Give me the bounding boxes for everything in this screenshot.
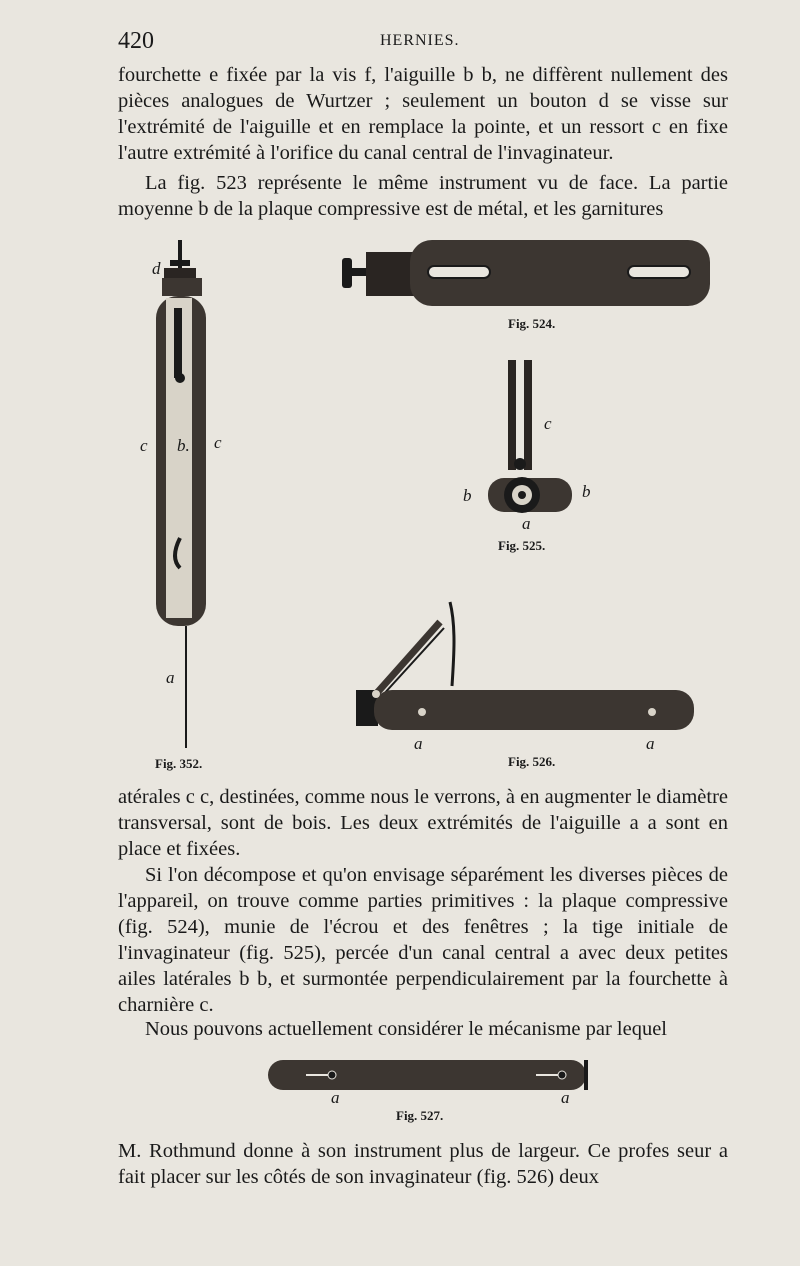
fig527-caption: Fig. 527. (396, 1108, 444, 1123)
fig523-label-c-right: c (214, 433, 222, 452)
fig525-label-b-left: b (463, 486, 472, 505)
figure-524-illustration (338, 236, 712, 308)
paragraph-3: atérales c c, destinées, comme nous le verrons, à en augmenter le diamètre transversal, sont de bois. Les deux extrémités de l'aiguille a a sont en place et fixées. (118, 786, 728, 860)
fig525-label-c: c (544, 414, 552, 433)
paragraph-1: fourchette e fixée par la vis f, l'aiguille b b, ne diffèrent nullement des pièces analogues de Wurtzer ; seulement un bouton d se visse sur l'extrémité de l'aiguille et en remplace la pointe, et un ressort c en fixe l'autre extrémité à l'orifice du canal central de l'invaginateur. (118, 64, 728, 164)
fig525-label-b-right: b (582, 482, 591, 501)
fig523-caption: Fig. 352. (155, 756, 203, 771)
page-number: 420 (118, 28, 154, 54)
running-head: HERNIES. (380, 32, 460, 49)
fig526-caption: Fig. 526. (508, 754, 556, 769)
paragraph-5: Nous pouvons actuellement considérer le mécanisme par lequel (145, 1018, 667, 1040)
fig525-caption: Fig. 525. (498, 538, 546, 553)
fig523-label-b: b. (177, 436, 190, 455)
figure-527-illustration (266, 1056, 588, 1096)
fig524-caption: Fig. 524. (508, 316, 556, 331)
fig526-label-a-right: a (646, 734, 655, 753)
fig527-label-a-right: a (561, 1088, 570, 1107)
fig523-label-c-left: c (140, 436, 148, 455)
figure-525-illustration (478, 358, 588, 518)
page-header (118, 28, 728, 58)
paragraph-2: La fig. 523 représente le même instrument vu de face. La partie moyenne b de la plaque compressive est de métal, et les garnitures (118, 172, 728, 220)
figure-523-illustration (140, 238, 230, 758)
paragraph-6: M. Rothmund donne à son instrument plus de largeur. Ce profes seur a fait placer sur les côtés de son invaginateur (fig. 526) deux (118, 1140, 728, 1188)
fig523-label-a: a (166, 668, 175, 687)
paragraph-4: Si l'on décompose et qu'on envisage séparément les diverses pièces de l'appareil, on trouve comme parties primitives : la plaque compressive (fig. 524), munie de l'écrou et des fenêtres ; la tige initiale de l'invaginateur (fig. 525), percée d'un canal central a avec deux petites ailes latérales b b, et surmontée perpendiculairement par la fourchette à charnière c. (118, 864, 728, 1016)
fig525-label-a: a (522, 514, 531, 533)
fig526-label-a-left: a (414, 734, 423, 753)
fig523-label-d: d (152, 259, 161, 278)
figure-526-illustration (352, 586, 698, 736)
fig527-label-a-left: a (331, 1088, 340, 1107)
